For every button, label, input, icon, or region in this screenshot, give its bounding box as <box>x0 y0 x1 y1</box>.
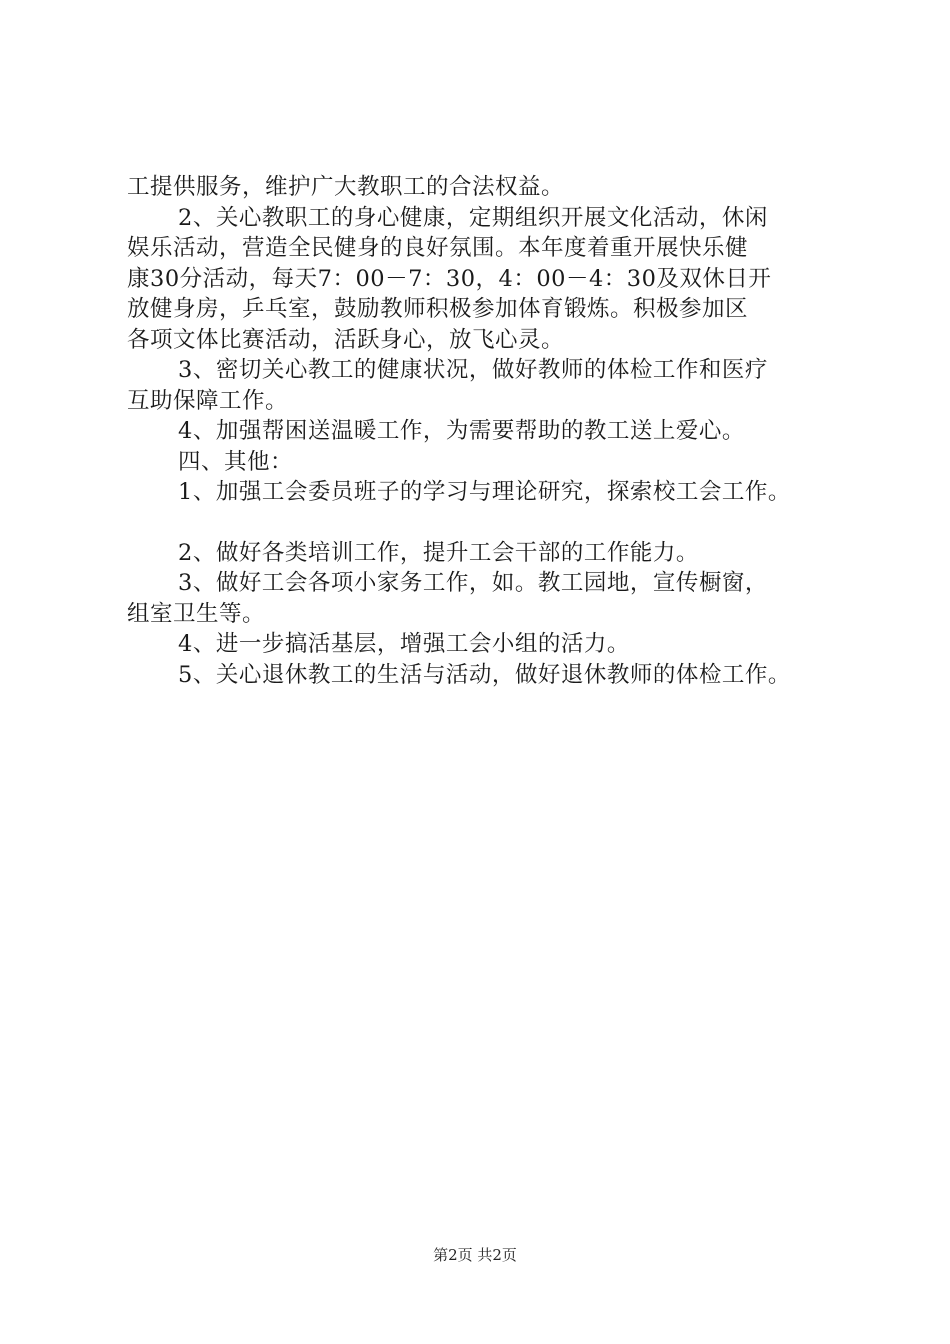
paragraph-line: 互助保障工作。 <box>127 387 289 414</box>
paragraph-line: 3、做好工会各项小家务工作，如。教工园地，宣传橱窗， <box>178 570 768 596</box>
page-number-footer: 第2页 共2页 <box>433 1246 517 1264</box>
section-heading: 四、其他： <box>178 448 294 475</box>
paragraph-line: 1、加强工会委员班子的学习与理论研究，探索校工会工作。 <box>178 479 791 505</box>
blank-line <box>127 508 857 538</box>
paragraph-line: 2、关心教职工的身心健康，定期组织开展文化活动，休闲 <box>178 204 768 231</box>
paragraph-line: 5、关心退休教工的生活与活动，做好退休教师的体检工作。 <box>178 661 791 688</box>
paragraph-line: 4、加强帮困送温暖工作，为需要帮助的教工送上爱心。 <box>178 418 745 444</box>
document-body <box>127 172 857 690</box>
paragraph-line: 娱乐活动，营造全民健身的良好氛围。本年度着重开展快乐健 <box>127 235 749 261</box>
paragraph-line: 组室卫生等。 <box>127 600 266 627</box>
paragraph-line: 各项文体比赛活动，活跃身心，放飞心灵。 <box>127 326 565 353</box>
paragraph-line: 工提供服务，维护广大教职工的合法权益。 <box>127 174 565 200</box>
paragraph-line: 放健身房，乒乓室，鼓励教师积极参加体育锻炼。积极参加区 <box>127 296 749 322</box>
paragraph-line: 2、做好各类培训工作，提升工会干部的工作能力。 <box>178 539 699 566</box>
paragraph-line: 3、密切关心教工的健康状况，做好教师的体检工作和医疗 <box>178 357 768 383</box>
paragraph-line: 康30分活动，每天7：00－7：30，4：00－4：30及双休日开 <box>127 265 772 292</box>
paragraph-line: 4、进一步搞活基层，增强工会小组的活力。 <box>178 631 630 657</box>
